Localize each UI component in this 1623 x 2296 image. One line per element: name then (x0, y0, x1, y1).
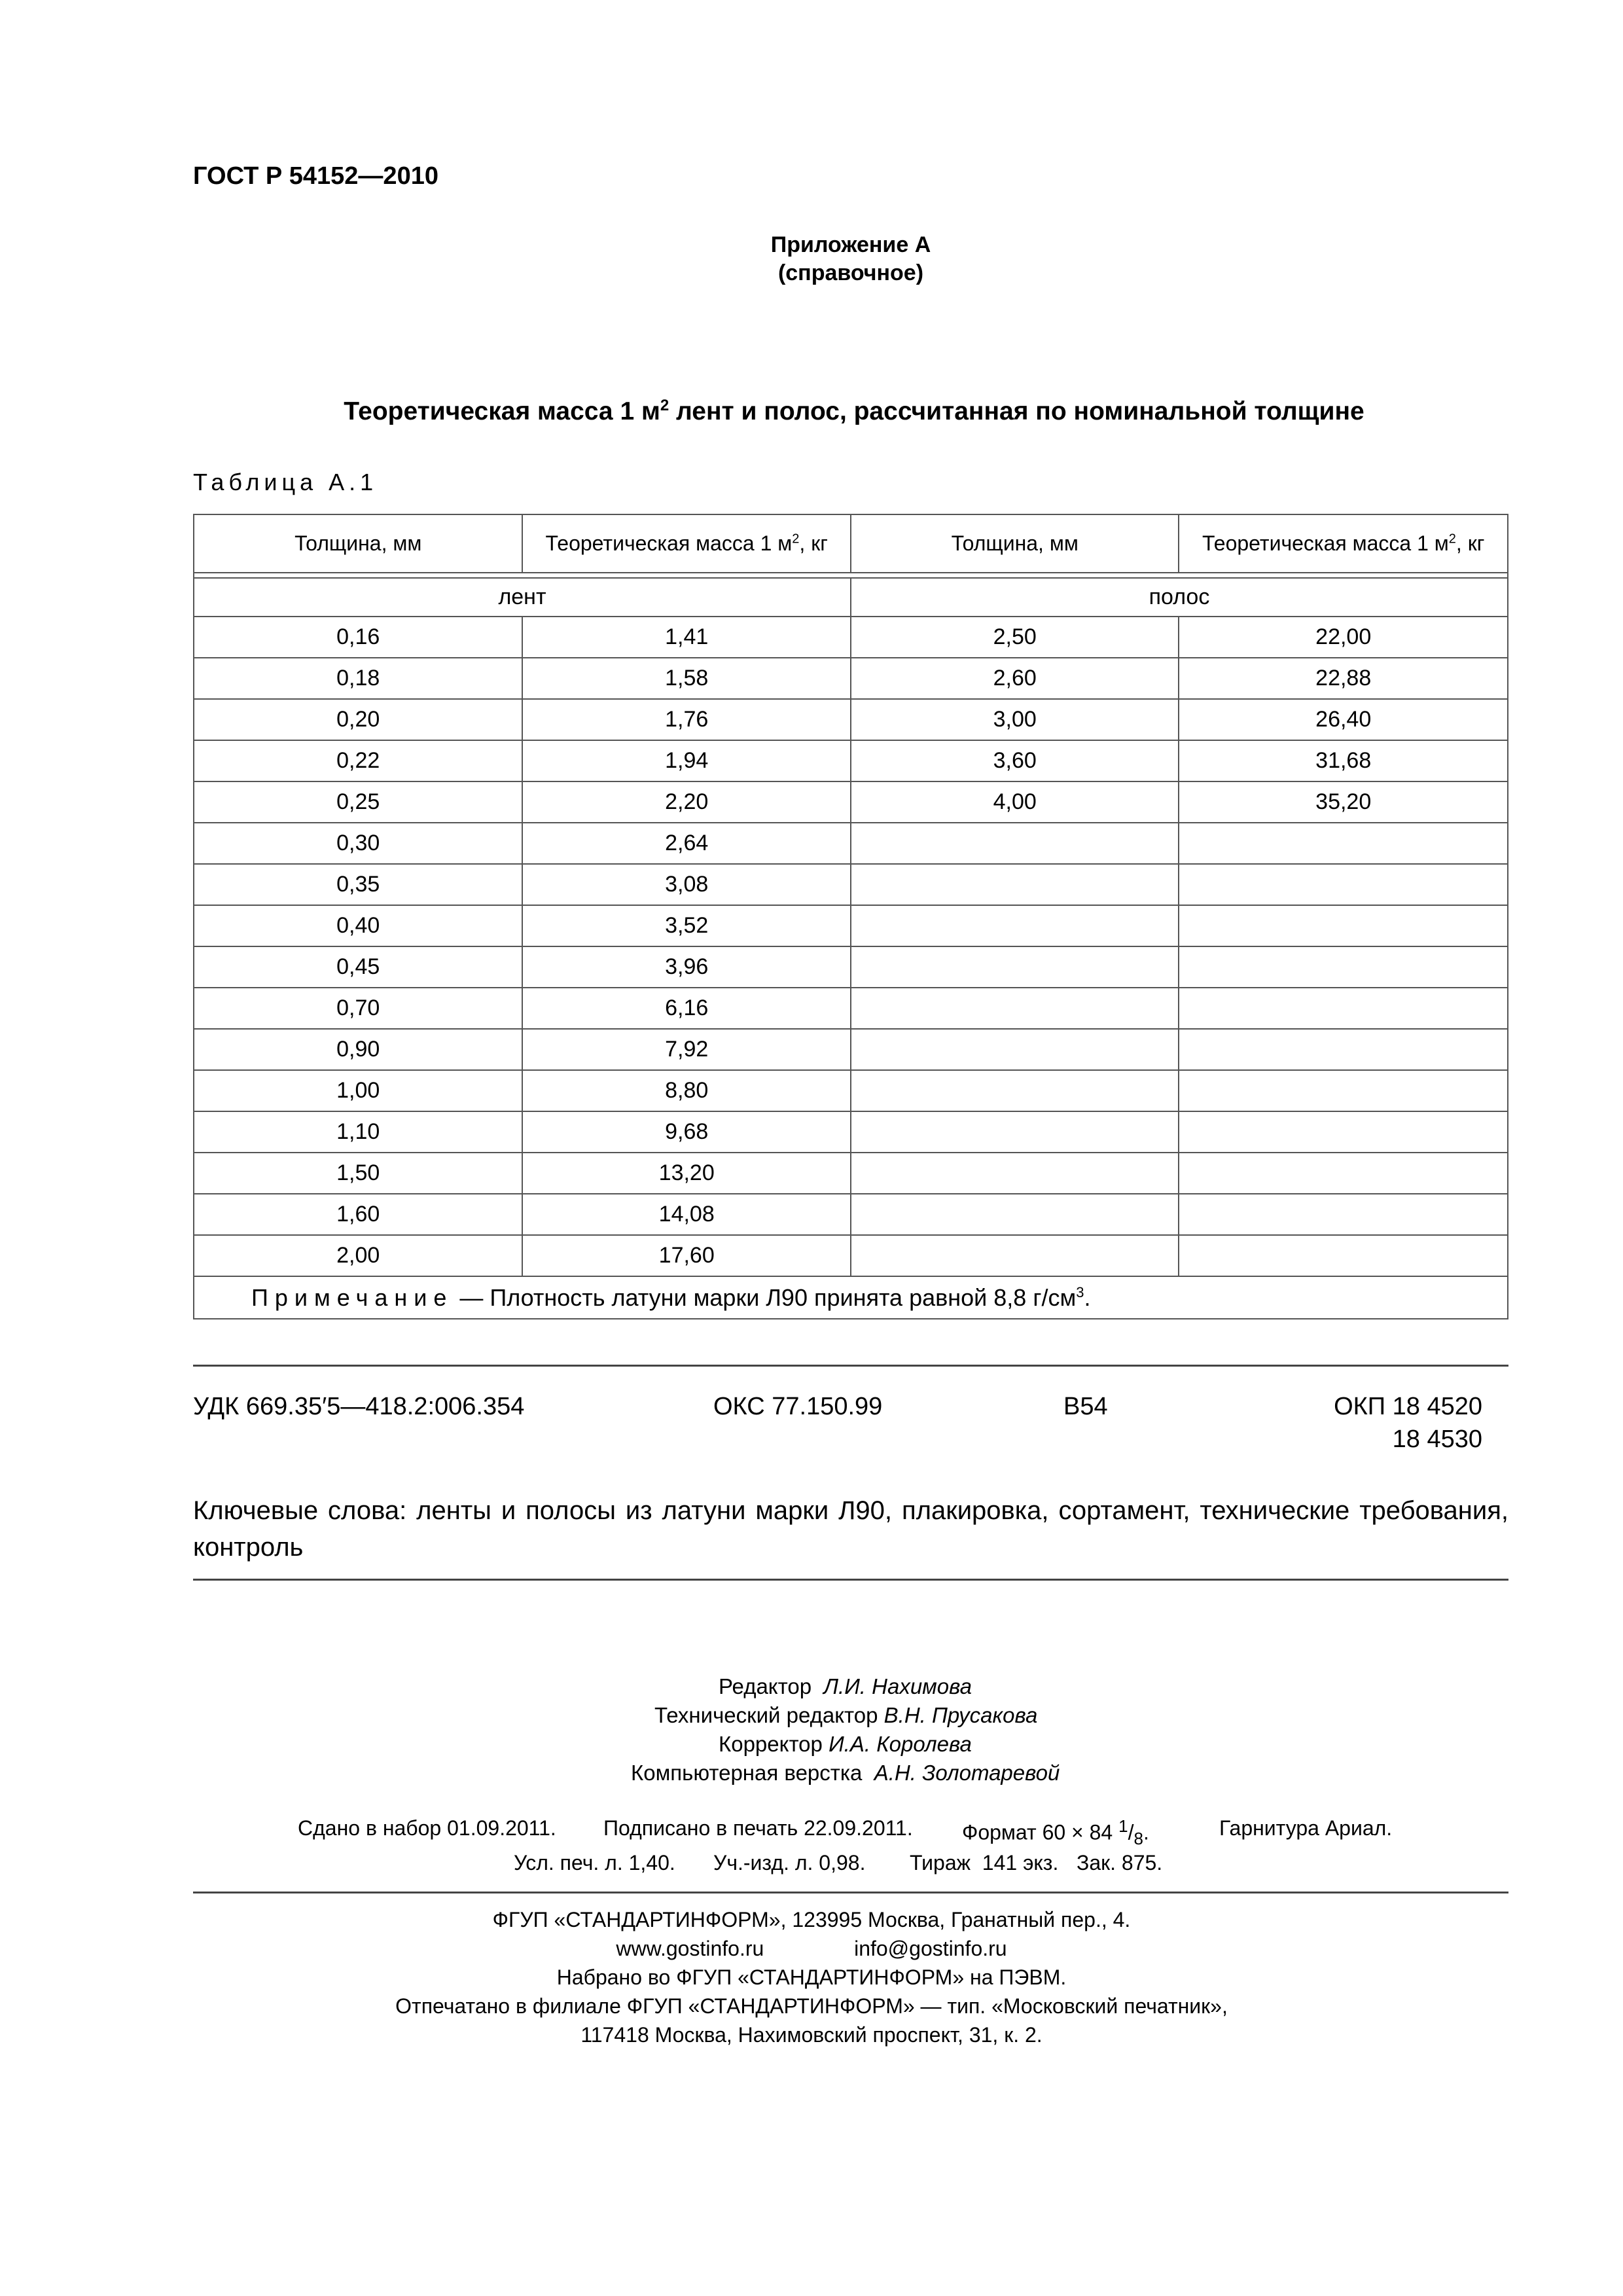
cell-mass-strip: 3,08 (522, 864, 851, 905)
appendix-title: Приложение А (770, 232, 931, 257)
table-row (194, 699, 1508, 740)
table-row (194, 988, 1508, 1029)
email-link[interactable]: info@gostinfo.ru (854, 1937, 1007, 1960)
cell-mass-band (1179, 1070, 1508, 1111)
cell-mass-strip: 1,58 (522, 658, 851, 699)
cell-mass-band: 22,00 (1179, 617, 1508, 658)
cell-thickness-strip: 0,35 (194, 864, 522, 905)
cell-mass-strip: 1,94 (522, 740, 851, 781)
okp-code-2: 18 4530 (1392, 1426, 1482, 1453)
table-row (194, 1194, 1508, 1235)
cell-mass-strip: 1,76 (522, 699, 851, 740)
credit-layout: Компьютерная верстка А.Н. Золотаревой (631, 1761, 1060, 1785)
cell-thickness-band (851, 1235, 1179, 1276)
cell-thickness-strip: 0,18 (194, 658, 522, 699)
oks-code: ОКС 77.150.99 (713, 1393, 883, 1420)
cell-thickness-strip: 1,00 (194, 1070, 522, 1111)
cell-thickness-band: 2,50 (851, 617, 1179, 658)
cell-thickness-band: 4,00 (851, 781, 1179, 823)
cell-thickness-band (851, 1070, 1179, 1111)
keywords: Ключевые слова: ленты и полосы из латуни марки Л90, плакировка, сортамент, технические требования, контроль (193, 1496, 1508, 1562)
table-row (194, 617, 1508, 658)
table-row (194, 905, 1508, 946)
divider (193, 1579, 1508, 1581)
cell-mass-band: 31,68 (1179, 740, 1508, 781)
cell-thickness-strip: 0,40 (194, 905, 522, 946)
cell-mass-band: 35,20 (1179, 781, 1508, 823)
cell-thickness-strip: 0,70 (194, 988, 522, 1029)
cell-thickness-band (851, 946, 1179, 988)
table-row (194, 781, 1508, 823)
cell-mass-band: 26,40 (1179, 699, 1508, 740)
printing-info: Отпечатано в филиале ФГУП «СТАНДАРТИНФОРМ» — тип. «Московский печатник», (395, 1994, 1228, 2018)
typeface: Гарнитура Ариал. (1219, 1816, 1393, 1840)
column-header-mass-right: Теоретическая масса 1 $м^2$, кг (1179, 514, 1508, 573)
cell-mass-band (1179, 864, 1508, 905)
cell-mass-band (1179, 1235, 1508, 1276)
divider (193, 1365, 1508, 1367)
table-row (194, 823, 1508, 864)
group-label-strips: лент (194, 578, 851, 617)
cell-thickness-strip: 0,20 (194, 699, 522, 740)
table-row (194, 864, 1508, 905)
table-note-row (194, 1276, 1508, 1319)
cell-thickness-strip: 0,45 (194, 946, 522, 988)
cell-thickness-band (851, 1111, 1179, 1153)
signed-date: Подписано в печать 22.09.2011. (603, 1816, 913, 1840)
cell-mass-strip: 2,64 (522, 823, 851, 864)
cell-mass-strip: 7,92 (522, 1029, 851, 1070)
udk-code: УДК 669.35′5—418.2:006.354 (193, 1393, 525, 1420)
table-row (194, 1029, 1508, 1070)
table-heading: Теоретическая масса 1 $м^2$ лент и полос, рассчитанная по номинальной толщине (344, 397, 1364, 425)
submitted-date: Сдано в набор 01.09.2011. (298, 1816, 556, 1840)
credit-editor: Редактор Л.И. Нахимова (719, 1674, 972, 1698)
table-row (194, 1070, 1508, 1111)
cell-thickness-strip: 0,90 (194, 1029, 522, 1070)
cell-thickness-strip: 2,00 (194, 1235, 522, 1276)
cell-mass-band (1179, 1111, 1508, 1153)
cell-mass-strip: 2,20 (522, 781, 851, 823)
table-label: Таблица А.1 (193, 469, 378, 495)
cell-mass-strip: 13,20 (522, 1153, 851, 1194)
print-sheets: Усл. печ. л. 1,40. (514, 1851, 675, 1874)
credit-tech-editor: Технический редактор В.Н. Прусакова (654, 1703, 1038, 1727)
note-label: Примечание (251, 1283, 454, 1311)
mass-table (193, 514, 1508, 1319)
cell-thickness-band: 3,60 (851, 740, 1179, 781)
cell-thickness-band (851, 864, 1179, 905)
cell-mass-strip: 1,41 (522, 617, 851, 658)
cell-mass-band (1179, 1194, 1508, 1235)
circulation: Тираж 141 экз. (910, 1851, 1059, 1874)
note-text: — Плотность латуни марки Л90 принята равной 8,8 г/см (453, 1283, 1077, 1311)
cell-thickness-band (851, 1029, 1179, 1070)
publisher-address: ФГУП «СТАНДАРТИНФОРМ», 123995 Москва, Гранатный пер., 4. (492, 1908, 1131, 1931)
cell-mass-strip: 3,96 (522, 946, 851, 988)
okp-code-1: ОКП 18 4520 (1334, 1393, 1482, 1420)
typeset-info: Набрано во ФГУП «СТАНДАРТИНФОРМ» на ПЭВМ. (556, 1965, 1067, 1989)
cell-thickness-band: 2,60 (851, 658, 1179, 699)
column-header-thickness-right: Толщина, мм (851, 514, 1179, 573)
cell-mass-band (1179, 1153, 1508, 1194)
cell-thickness-strip: 0,16 (194, 617, 522, 658)
table-row (194, 658, 1508, 699)
cell-thickness-band: 3,00 (851, 699, 1179, 740)
cell-mass-strip: 3,52 (522, 905, 851, 946)
cell-mass-band (1179, 988, 1508, 1029)
website-link[interactable]: www.gostinfo.ru (616, 1937, 764, 1960)
cell-mass-band (1179, 823, 1508, 864)
cell-mass-band (1179, 1029, 1508, 1070)
table-row (194, 1153, 1508, 1194)
table-row (194, 740, 1508, 781)
cell-mass-strip: 9,68 (522, 1111, 851, 1153)
table-note (194, 1276, 1508, 1319)
note-period: . (1084, 1283, 1091, 1311)
cell-thickness-band (851, 988, 1179, 1029)
note-superscript: 3 (1076, 1283, 1084, 1300)
cell-thickness-strip: 1,10 (194, 1111, 522, 1153)
cell-mass-band (1179, 946, 1508, 988)
column-header-thickness-left: Толщина, мм (194, 514, 522, 573)
cell-mass-strip: 6,16 (522, 988, 851, 1029)
group-code: В54 (1063, 1393, 1108, 1420)
cell-mass-strip: 14,08 (522, 1194, 851, 1235)
cell-mass-band (1179, 905, 1508, 946)
column-header-mass-left: Теоретическая масса 1 $м^2$, кг (522, 514, 851, 573)
credit-proofreader: Корректор И.А. Королева (719, 1732, 972, 1756)
table-row (194, 1235, 1508, 1276)
document-code: ГОСТ Р 54152—2010 (193, 162, 438, 190)
cell-thickness-strip: 0,30 (194, 823, 522, 864)
paper-format: Формат 60 × 84 $^1/_8$. (962, 1816, 1149, 1849)
publishing-sheets: Уч.-изд. л. 0,98. (713, 1851, 866, 1874)
cell-thickness-band (851, 905, 1179, 946)
table-row (194, 1111, 1508, 1153)
printing-address: 117418 Москва, Нахимовский проспект, 31, к. 2. (580, 2023, 1043, 2047)
cell-thickness-strip: 1,60 (194, 1194, 522, 1235)
appendix-type: (справочное) (777, 260, 924, 285)
cell-thickness-strip: 0,25 (194, 781, 522, 823)
cell-mass-band: 22,88 (1179, 658, 1508, 699)
cell-thickness-band (851, 823, 1179, 864)
cell-mass-strip: 17,60 (522, 1235, 851, 1276)
cell-mass-strip: 8,80 (522, 1070, 851, 1111)
order-number: Зак. 875. (1077, 1851, 1163, 1874)
cell-thickness-strip: 0,22 (194, 740, 522, 781)
cell-thickness-band (851, 1194, 1179, 1235)
cell-thickness-band (851, 1153, 1179, 1194)
publisher-contacts (0, 1937, 1623, 1961)
group-label-bands: полос (851, 578, 1508, 617)
table-row (194, 946, 1508, 988)
divider (193, 1892, 1508, 1893)
cell-thickness-strip: 1,50 (194, 1153, 522, 1194)
